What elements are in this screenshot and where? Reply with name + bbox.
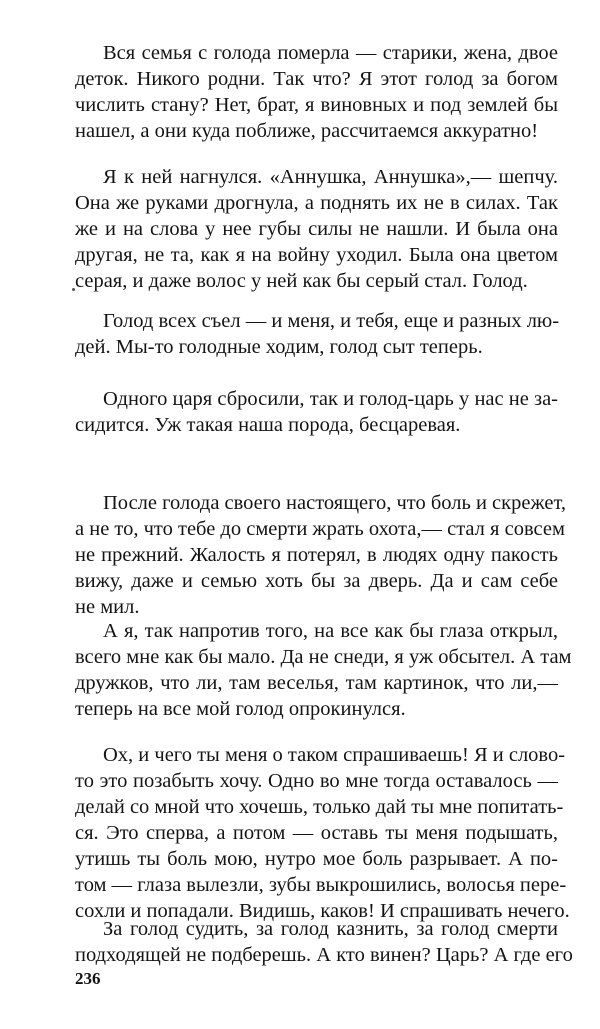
text-line: А я, так напротив того, на все как бы глаза открыл, [103, 620, 558, 642]
text-line: вижу, даже и семью хоть бы за дверь. Да и сам себе [75, 570, 558, 592]
text-line: утишь ты боль мою, нутро мое боль разрывает. А по- [75, 848, 558, 870]
paragraph [75, 742, 570, 924]
paragraph [75, 618, 572, 722]
paragraph [75, 40, 558, 144]
text-line: Она же руками дрогнула, а поднять их не в силах. Так [75, 192, 558, 214]
text-line: а не то, что тебе до смерти жрать охота,— стал я совсем [75, 518, 565, 540]
text-line: Я к ней нагнулся. «Аннушка, Аннушка»,— шепчу. [103, 166, 558, 188]
text-line: За голод судить, за голод казнить, за голод смерти [103, 918, 558, 940]
text-line: всего мне как бы мало. Да не снеди, я уж обсытел. А там [75, 646, 572, 668]
text-line: Одного царя сбросили, так и голод-царь у нас не за- [103, 388, 558, 410]
text-line: серая, и даже волос у ней как бы серый стал. Голод. [75, 270, 528, 292]
text-line: Голод всех съел — и меня, и тебя, еще и разных лю- [103, 310, 560, 332]
text-line: другая, не та, как я на войну уходил. Была она цветом [75, 244, 558, 266]
text-line: Ох, и чего ты меня о таком спрашиваешь! Я и слово- [103, 744, 566, 766]
text-line: дей. Мы-то голодные ходим, голод сыт теперь. [75, 336, 483, 358]
text-line: же и на слова у нее губы силы не нашли. И была она [75, 218, 558, 240]
text-line: делай со мной что хочешь, только дай ты мне попитать- [75, 796, 564, 818]
text-line: сохли и попадали. Видишь, каков! И спрашивать нечего. [75, 900, 570, 922]
text-line: подходящей не подберешь. А кто винен? Царь? А где его [75, 944, 573, 966]
text-line: Вся семья с голода померла — старики, жена, двое [103, 42, 558, 64]
page-number: 236 [75, 969, 101, 988]
paragraph [75, 490, 567, 620]
text-line: После голода своего настоящего, что боль и скрежет, [103, 492, 567, 514]
paragraph [75, 916, 573, 968]
paragraph [75, 164, 558, 294]
text-line: том — глаза вылезли, зубы выкрошились, волосья пере- [75, 874, 567, 896]
text-line: деток. Никого родни. Так что? Я этот голод за богом [75, 68, 558, 90]
text-line: теперь на все мой голод опрокинулся. [75, 698, 406, 720]
text-line: нашел, а они куда поближе, рассчитаемся аккуратно! [75, 120, 539, 142]
text-line: дружков, что ли, там веселья, там картинок, что ли,— [75, 672, 558, 694]
text-line: числить стану? Нет, брат, я виновных и под землей бы [75, 94, 558, 116]
paragraph [75, 308, 558, 360]
text-line: не прежний. Жалость я потерял, в людях одну пакость [75, 544, 558, 566]
text-line: сидится. Уж такая наша порода, бесцаревая. [75, 414, 461, 436]
text-line: не мил. [75, 596, 140, 618]
paragraph [75, 386, 558, 438]
text-line: ся. Это сперва, а потом — оставь ты меня подышать, [75, 822, 558, 844]
text-line: то это позабыть хочу. Одно во мне тогда оставалось — [75, 770, 558, 792]
